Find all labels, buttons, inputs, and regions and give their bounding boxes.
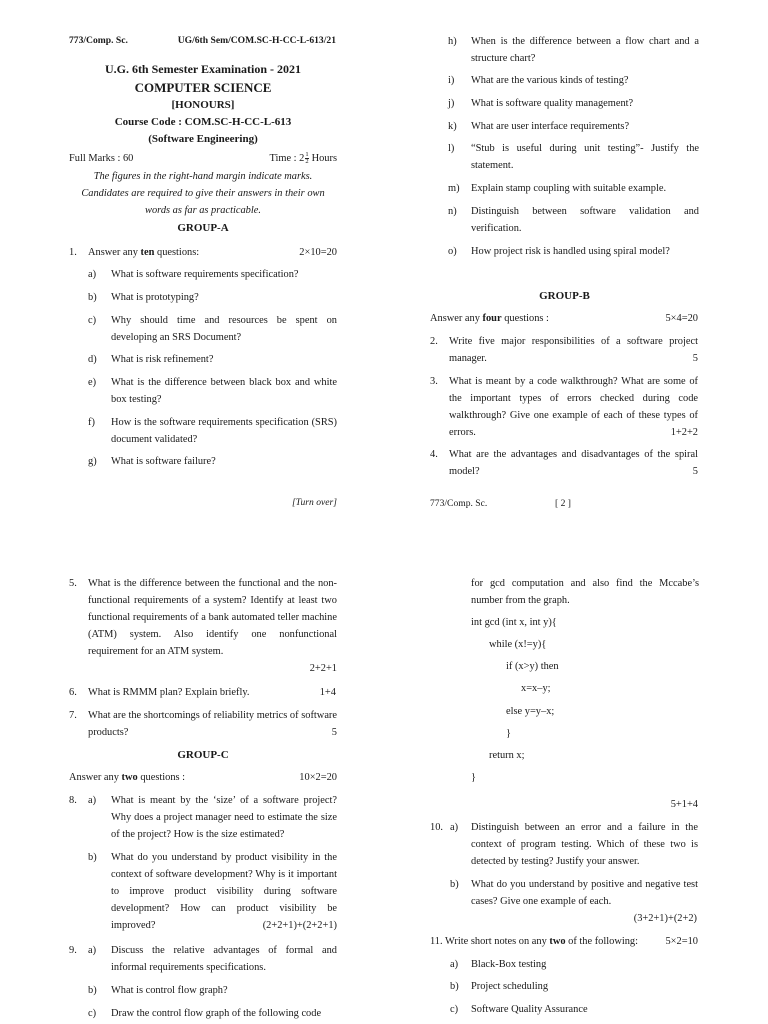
group-b-heading: GROUP-B <box>539 290 590 302</box>
code-line: } <box>506 728 511 739</box>
code-line: } <box>471 772 476 783</box>
q1-item-b <box>88 289 337 306</box>
question-marks: 5 <box>331 727 337 738</box>
item-text: How is the software requirements specification (SRS) document validated? <box>111 417 337 445</box>
time-unit: Hours <box>311 153 337 164</box>
q1-item-e <box>88 374 337 408</box>
q1-item-j <box>448 95 699 112</box>
q11-marks: 5×2=10 <box>665 936 698 947</box>
question-text <box>449 446 698 480</box>
item-label: e) <box>88 377 97 388</box>
group-b-instruction <box>430 310 698 327</box>
code-line: while (x!=y){ <box>489 639 547 650</box>
q11-post: of the following: <box>568 936 639 947</box>
question-9 <box>69 942 337 1022</box>
question-1-stem <box>88 244 337 261</box>
question-text <box>449 333 698 367</box>
subject-title: COMPUTER SCIENCE <box>134 80 272 95</box>
gc-post: questions : <box>140 772 186 783</box>
code-line: if (x>y) then <box>506 661 559 672</box>
question-2 <box>430 333 698 367</box>
question-11 <box>430 933 698 1023</box>
question-number: 7. <box>69 710 77 721</box>
time-label: Time : 2 <box>269 153 305 164</box>
question-5 <box>69 575 337 677</box>
q9c-continuation: for gcd computation and also find the Mccabe’s number from the graph. <box>471 578 699 606</box>
code-line: else y=y–x; <box>506 706 555 717</box>
question-text: What is the difference between the functional and the non-functional requirements of a system? Identify at least two functional requirements of a bank automated teller machine (ATM) system. Also identify one nonfunctional requirement for an ATM system. <box>88 578 337 657</box>
item-text: Why should time and resources be spent on developing an SRS Document? <box>111 315 337 343</box>
question-10-part-b <box>430 876 698 927</box>
full-marks: Full Marks : 60 <box>69 153 134 164</box>
item-label: i) <box>448 75 455 86</box>
item-label: j) <box>448 98 455 109</box>
question-8 <box>69 792 337 934</box>
question-number: 9. <box>69 945 77 956</box>
question-number: 1. <box>69 247 77 258</box>
item-text: What are the various kinds of testing? <box>471 75 629 86</box>
item-label: h) <box>448 36 457 47</box>
item-text: What is software quality management? <box>471 98 634 109</box>
question-number: 11. <box>430 936 443 947</box>
instructions <box>69 168 337 219</box>
item-text: What are user interface requirements? <box>471 121 630 132</box>
gcd-code-block <box>471 614 699 791</box>
q11-item-b <box>430 978 698 1001</box>
part-b-text <box>111 849 337 934</box>
code-line: x=x–y; <box>521 683 551 694</box>
item-label: b) <box>88 292 97 303</box>
question-marks: 1+2+2 <box>670 427 698 438</box>
gb-bold: four <box>482 313 502 324</box>
item-text: What is software failure? <box>111 456 216 467</box>
part-a-text: Discuss the relative advantages of formal and informal requirements specifications. <box>111 945 337 973</box>
q1-item-m <box>448 180 699 197</box>
instruction-own-words: Candidates are required to give their answers in their own words as far as practicable. <box>81 188 325 216</box>
question-marks: (2+2+1)+(2+2+1) <box>262 920 337 931</box>
question-text <box>88 707 337 741</box>
part-a-text: Distinguish between an error and a failure in the context of program testing. Which of these two is detected by testing? Justify your answer. <box>471 822 698 867</box>
group-c-heading: GROUP-C <box>177 749 229 761</box>
q1-bold: ten <box>140 247 155 258</box>
item-text: What is risk refinement? <box>111 354 214 365</box>
item-text: “Stub is useful during unit testing”- Justify the statement. <box>471 143 699 171</box>
item-text: What is software requirements specification? <box>111 269 299 280</box>
question-marks: 5 <box>692 466 698 477</box>
time-frac-num: 1 <box>305 151 309 159</box>
q11-item-a <box>430 956 698 978</box>
question-6 <box>69 684 337 701</box>
item-label: a) <box>450 959 459 970</box>
gc-bold: two <box>121 772 138 783</box>
question-11-stem <box>430 933 698 950</box>
footer-page-number: [ 2 ] <box>555 498 571 509</box>
part-label: a) <box>450 822 459 833</box>
question-marks: 1+4 <box>319 687 336 698</box>
gc-pre: Answer any <box>69 772 119 783</box>
paper-name: (Software Engineering) <box>148 133 258 145</box>
item-text: When is the difference between a flow chart and a structure chart? <box>471 36 699 64</box>
question-text <box>88 684 337 701</box>
header-right: UG/6th Sem/COM.SC-H-CC-L-613/21 <box>177 35 336 46</box>
q1-pre: Answer any <box>88 247 138 258</box>
item-text: Project scheduling <box>471 981 549 992</box>
question-4 <box>430 446 698 480</box>
q9-marks: 5+1+4 <box>670 799 698 810</box>
question-number: 8. <box>69 795 77 806</box>
time-fraction <box>305 152 308 165</box>
page-header <box>69 32 337 49</box>
q4-text: What are the advantages and disadvantages of the spiral model? <box>449 449 698 477</box>
question-marks: 5 <box>692 353 698 364</box>
q2-text: Write five major responsibilities of a software project manager. <box>449 336 698 364</box>
q3-text: What is meant by a code walkthrough? What are some of the important types of errors checked during code walkthrough? Give one example of each of these types of errors. <box>449 376 698 438</box>
q1-item-a <box>88 266 337 283</box>
turn-over-note: [Turn over] <box>291 497 337 508</box>
exam-title: U.G. 6th Semester Examination - 2021 <box>104 62 302 76</box>
part-a-text: What is meant by the ‘size’ of a software project? Why does a project manager need to estimate the size of the project? How is the size estimated? <box>111 795 337 840</box>
part-label: b) <box>450 879 459 890</box>
page1-left-column <box>69 32 337 49</box>
time-allowed <box>270 150 338 167</box>
q1-item-n <box>448 203 699 237</box>
part-label: a) <box>88 945 97 956</box>
question-8-part-b <box>69 849 337 934</box>
q1-item-i <box>448 72 699 89</box>
part-label: b) <box>88 985 97 996</box>
header-left: 773/Comp. Sc. <box>69 35 128 46</box>
code-line: return x; <box>489 750 525 761</box>
item-label: f) <box>88 417 95 428</box>
item-label: l) <box>448 143 455 154</box>
question-10 <box>430 819 698 927</box>
q11-item-c <box>430 1001 698 1023</box>
item-label: d) <box>88 354 97 365</box>
q1-item-l <box>448 140 699 174</box>
item-text: Distinguish between software validation and verification. <box>471 206 699 234</box>
instruction-margin-marks: The figures in the right-hand margin indicate marks. <box>93 171 313 182</box>
part-b-text: What is control flow graph? <box>111 985 228 996</box>
group-c-instruction <box>69 769 337 786</box>
q11-bold: two <box>549 936 566 947</box>
course-code: Course Code : COM.SC-H-CC-L-613 <box>114 116 292 128</box>
question-1 <box>69 244 337 261</box>
item-label: k) <box>448 121 457 132</box>
q1-item-c <box>88 312 337 346</box>
question-9-part-b <box>69 982 337 999</box>
item-label: m) <box>448 183 460 194</box>
q7-text: What are the shortcomings of reliability metrics of software products? <box>88 710 337 738</box>
q11-pre: Write short notes on any <box>445 936 547 947</box>
time-frac-den: 2 <box>305 158 309 166</box>
page-footer <box>430 495 630 512</box>
part-c-text: Draw the control flow graph of the following code <box>111 1008 322 1019</box>
item-text: Explain stamp coupling with suitable example. <box>471 183 667 194</box>
gb-pre: Answer any <box>430 313 480 324</box>
part-b-text: What do you understand by positive and negative test cases? Give one example of each. <box>471 879 698 907</box>
footer-left: 773/Comp. Sc. <box>430 498 488 509</box>
question-marks: (3+2+1)+(2+2) <box>633 913 697 924</box>
q8b-text: What do you understand by product visibility in the context of software development? Why is it important to improve product visibility during software development? How can product visibility be improved? <box>111 852 337 931</box>
q1-item-k <box>448 118 699 135</box>
question-number: 3. <box>430 376 438 387</box>
exam-heading <box>69 60 337 148</box>
q1-post: questions: <box>157 247 200 258</box>
question-number: 4. <box>430 449 438 460</box>
q1-item-g <box>88 453 337 470</box>
question-number: 10. <box>430 822 443 833</box>
q1-item-f <box>88 414 337 448</box>
honours-label: [HONOURS] <box>171 99 235 111</box>
question-number: 5. <box>69 578 77 589</box>
group-a-heading: GROUP-A <box>177 222 229 234</box>
item-label: c) <box>88 315 97 326</box>
item-label: o) <box>448 246 457 257</box>
gc-marks: 10×2=20 <box>299 772 337 783</box>
gb-post: questions : <box>504 313 549 324</box>
question-number: 2. <box>430 336 438 347</box>
part-label: a) <box>88 795 97 806</box>
question-number: 6. <box>69 687 77 698</box>
item-text: What is the difference between black box and white box testing? <box>111 377 337 405</box>
item-label: n) <box>448 206 457 217</box>
item-label: b) <box>450 981 459 992</box>
q1-item-h <box>448 33 699 67</box>
marks-time-row <box>69 150 337 167</box>
q1-marks: 2×10=20 <box>299 247 337 258</box>
question-3 <box>430 373 698 441</box>
item-text: What is prototyping? <box>111 292 199 303</box>
item-text: Black-Box testing <box>471 959 547 970</box>
item-text: Software Quality Assurance <box>471 1004 588 1015</box>
q6-text: What is RMMM plan? Explain briefly. <box>88 687 250 698</box>
question-text <box>449 373 698 441</box>
part-label: c) <box>88 1008 97 1019</box>
q1-item-d <box>88 351 337 368</box>
item-label: a) <box>88 269 97 280</box>
question-9-part-c <box>69 1005 337 1022</box>
gb-marks: 5×4=20 <box>665 313 698 324</box>
item-text: How project risk is handled using spiral model? <box>471 246 670 257</box>
part-label: b) <box>88 852 97 863</box>
question-7 <box>69 707 337 741</box>
q1-item-o <box>448 243 699 260</box>
item-label: g) <box>88 456 97 467</box>
question-marks: 2+2+1 <box>309 663 337 674</box>
code-line: int gcd (int x, int y){ <box>471 617 557 628</box>
item-label: c) <box>450 1004 459 1015</box>
